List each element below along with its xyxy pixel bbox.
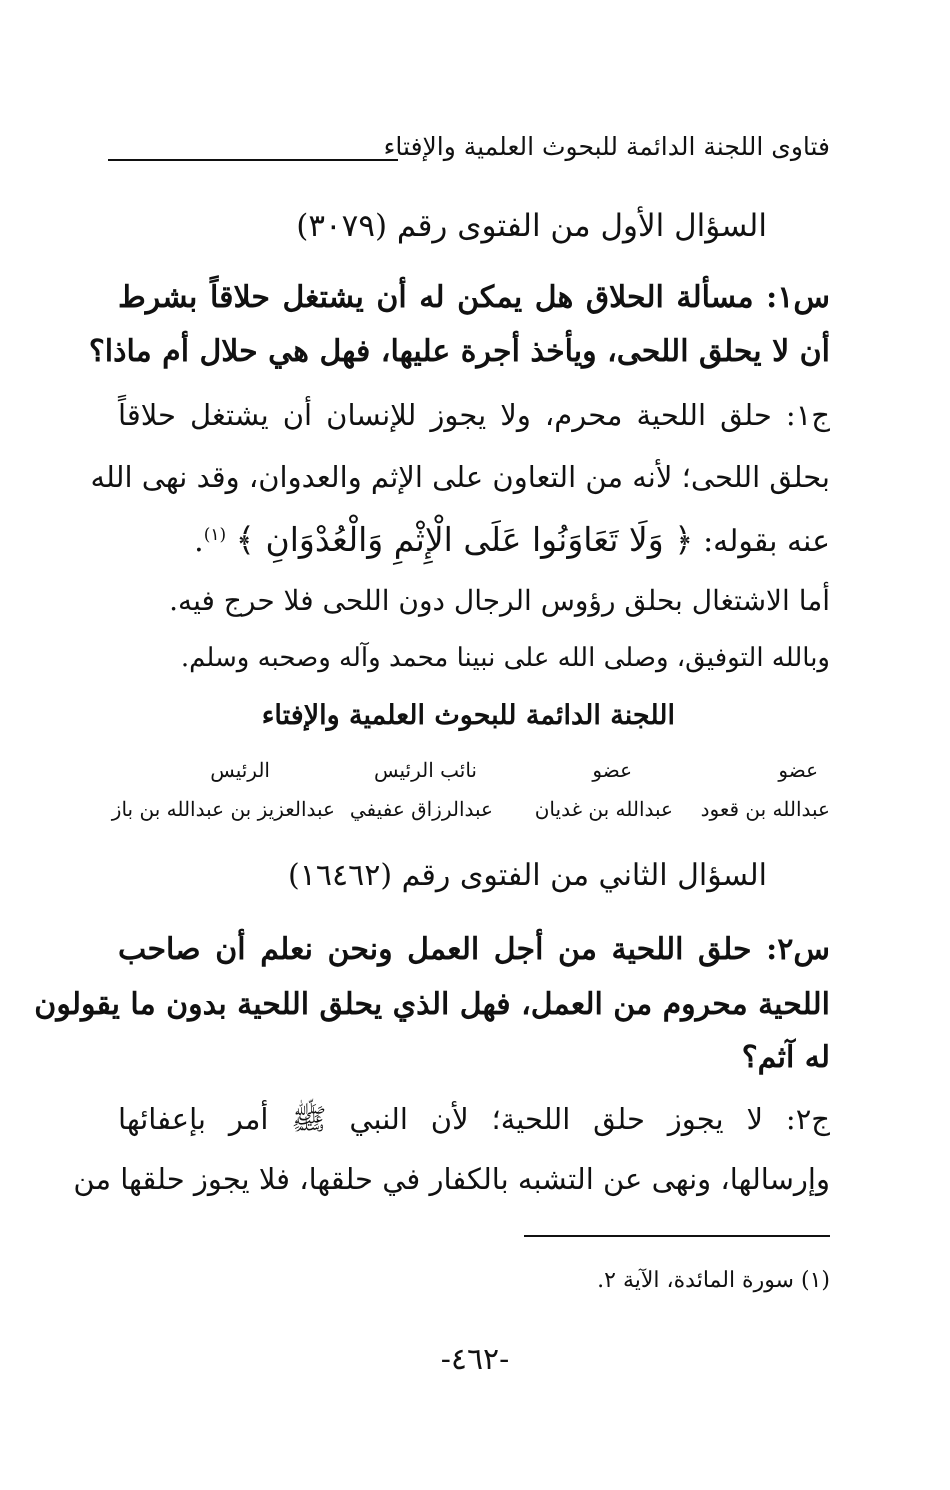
answer-prefix: عنه بقوله: <box>703 524 830 559</box>
fatwa1-question-line2: أن لا يحلق اللحى، ويأخذ أجرة عليها، فهل هي حلال أم ماذا؟ <box>88 334 830 369</box>
running-header: فتاوى اللجنة الدائمة للبحوث العلمية والإفتاء <box>383 132 830 161</box>
fatwa2-answer-line1: ج٢: لا يجوز حلق اللحية؛ لأن النبي ﷺ أمر بإعفائها <box>118 1102 830 1136</box>
member-role: نائب الرئيس <box>373 758 477 782</box>
fatwa2-question-line2: اللحية محروم من العمل، فهل الذي يحلق اللحية بدون ما يقولون <box>34 987 830 1022</box>
quran-verse: ﴿ وَلَا تَعَاوَنُوا عَلَى الْإِثْمِ وَالْعُدْوَانِ ﴾ <box>235 520 694 559</box>
header-rule <box>108 159 398 161</box>
footnote-rule <box>524 1235 830 1237</box>
fatwa2-question-line1: س٢: حلق اللحية من أجل العمل ونحن نعلم أن صاحب <box>118 932 830 967</box>
fatwa1-answer-line1: ج١: حلق اللحية محرم، ولا يجوز للإنسان أن يشتغل حلاقاً <box>118 398 830 432</box>
member-role: عضو <box>778 758 818 782</box>
fatwa2-answer-line2: وإرسالها، ونهى عن التشبه بالكفار في حلقها، فلا يجوز حلقها من <box>73 1162 830 1196</box>
committee-name: اللجنة الدائمة للبحوث العلمية والإفتاء <box>261 700 675 731</box>
footnote-reference[interactable]: (١) <box>203 525 227 545</box>
fatwa1-title: السؤال الأول من الفتوى رقم (٣٠٧٩) <box>296 208 767 244</box>
fatwa2-title: السؤال الثاني من الفتوى رقم (١٦٤٦٢) <box>288 858 767 893</box>
fatwa1-answer-line3 <box>118 520 830 559</box>
member-name: عبدالله بن غديان <box>534 797 673 821</box>
page-number: -٤٦٢- <box>440 1342 510 1377</box>
fatwa2-question-line3: له آثم؟ <box>741 1040 830 1075</box>
member-name: عبدالعزيز بن عبدالله بن باز <box>111 797 335 821</box>
footnote-1: (١) سورة المائدة، الآية ٢. <box>597 1268 830 1293</box>
fatwa1-question-line1: س١: مسألة الحلاق هل يمكن له أن يشتغل حلاقاً بشرط <box>118 280 830 315</box>
member-name: عبدالله بن قعود <box>700 797 830 821</box>
member-role: عضو <box>592 758 632 782</box>
member-name: عبدالرزاق عفيفي <box>349 797 493 821</box>
fatwa1-closing: وبالله التوفيق، وصلى الله على نبينا محمد وآله وصحبه وسلم. <box>180 643 830 673</box>
answer-period: . <box>194 524 204 559</box>
fatwa1-answer-line2: بحلق اللحى؛ لأنه من التعاون على الإثم والعدوان، وقد نهى الله <box>90 460 830 494</box>
fatwa1-answer-line4: أما الاشتغال بحلق رؤوس الرجال دون اللحى فلا حرج فيه. <box>169 584 830 617</box>
member-role: الرئيس <box>210 758 270 782</box>
